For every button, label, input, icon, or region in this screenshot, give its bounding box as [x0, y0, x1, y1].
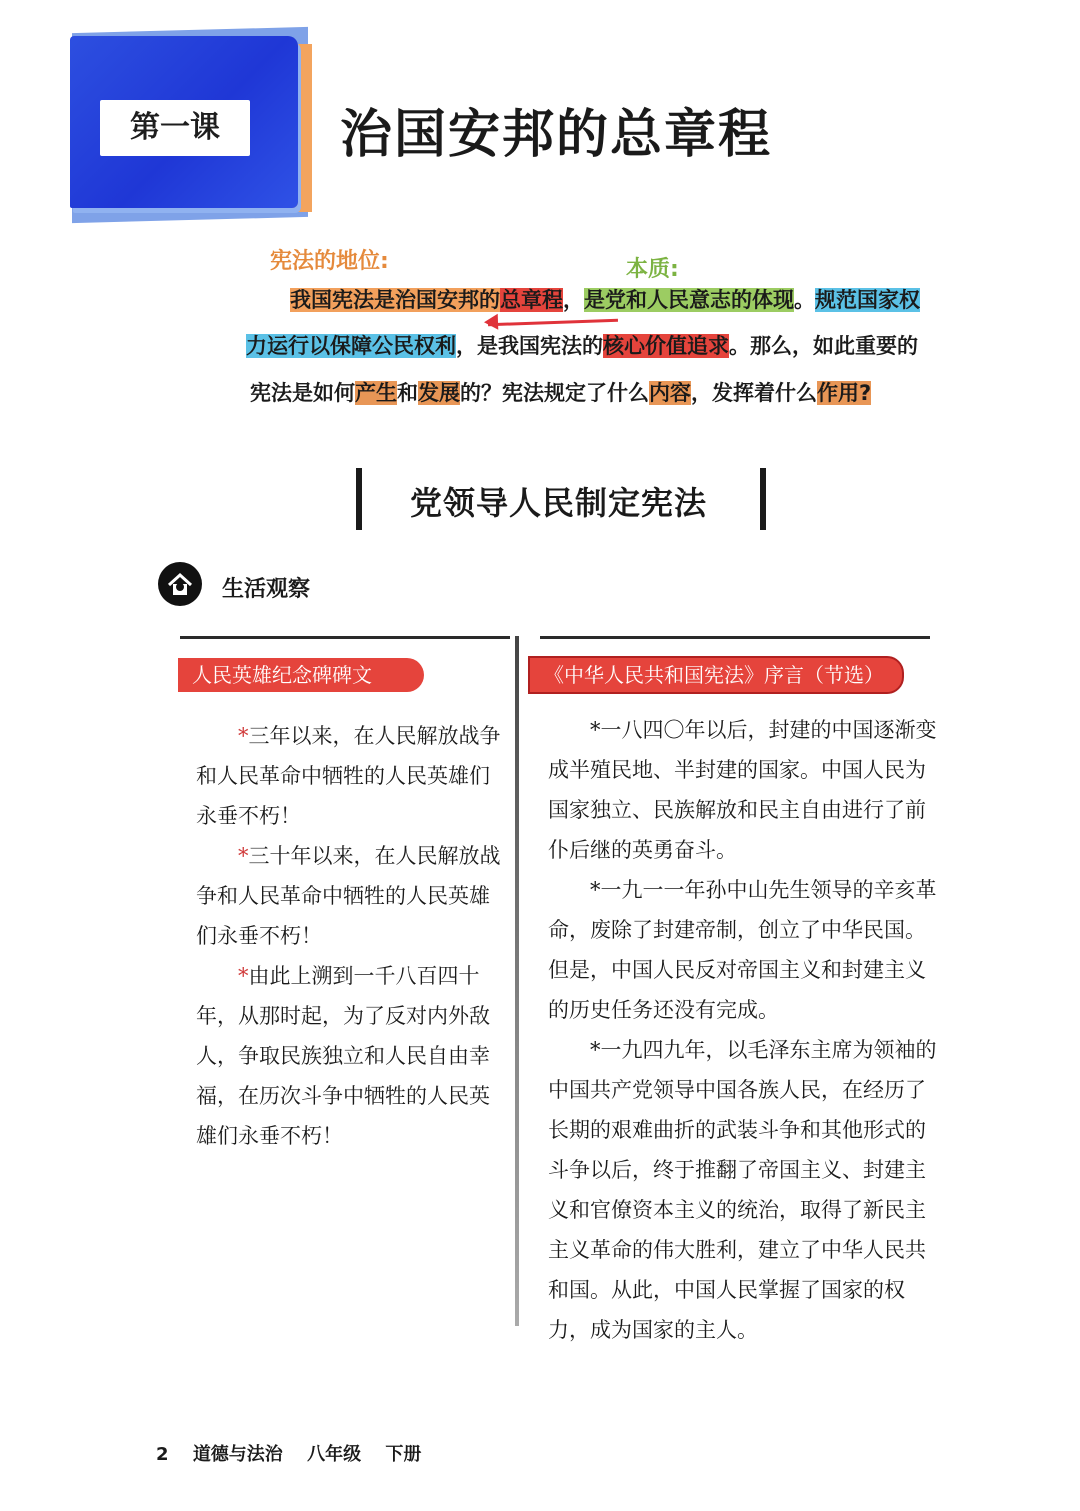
intro-text: 。	[794, 288, 815, 312]
section-title: 党领导人民制定宪法	[410, 484, 708, 522]
footer-volume: 下册	[385, 1444, 422, 1465]
observation-label: 生活观察	[222, 577, 311, 602]
right-paragraph-1	[548, 710, 944, 870]
left-paragraph-1-text: 三年以来，在人民解放战争和人民革命中牺牲的人民英雄们永垂不朽！	[196, 724, 501, 828]
intro-text: ，	[563, 288, 584, 312]
bullet-star-icon: *	[590, 878, 601, 902]
left-panel-body	[196, 716, 508, 1156]
intro-highlight-content: 内容	[649, 381, 691, 405]
house-magnifier-icon	[165, 569, 195, 599]
left-panel-top-rule	[180, 636, 510, 639]
right-paragraph-2-text: 一九一一年孙中山先生领导的辛亥革命，废除了封建帝制，创立了中华民国。但是，中国人民反对帝国主义和封建主义的历史任务还没有完成。	[548, 878, 937, 1022]
intro-highlight-status: 我国宪法是治国安邦的	[290, 288, 500, 312]
page-footer	[156, 1440, 439, 1466]
footer-grade: 八年级	[307, 1444, 362, 1465]
intro-highlight-core-value: 核心价值追求	[603, 334, 729, 358]
left-paragraph-1	[196, 716, 508, 836]
page-number: 2	[156, 1444, 169, 1465]
annotation-arrow-head-icon	[484, 314, 499, 330]
intro-highlight-function: 作用?	[817, 381, 872, 405]
intro-text: ，是我国宪法的	[456, 334, 603, 358]
bullet-star-icon: *	[238, 724, 249, 748]
intro-highlight-regulate: 规范国家权	[815, 288, 920, 312]
left-panel-tag: 人民英雄纪念碑碑文	[178, 658, 424, 692]
right-panel-tag: 《中华人民共和国宪法》序言（节选）	[528, 656, 904, 694]
section-bar-left	[356, 468, 362, 530]
observation-house-icon	[158, 562, 202, 606]
bullet-star-icon: *	[238, 844, 249, 868]
column-divider	[515, 636, 519, 1326]
bullet-star-icon: *	[590, 718, 601, 742]
left-paragraph-3	[196, 956, 508, 1156]
note-essence: 本质:	[626, 257, 679, 282]
lesson-title: 治国安邦的总章程	[340, 104, 773, 165]
intro-line-3	[250, 375, 871, 411]
left-paragraph-2-text: 三十年以来，在人民解放战争和人民革命中牺牲的人民英雄们永垂不朽！	[196, 844, 501, 948]
left-paragraph-3-text: 由此上溯到一千八百四十年，从那时起，为了反对内外敌人，争取民族独立和人民自由幸福，在历次斗争中牺牲的人民英雄们永垂不朽！	[196, 964, 490, 1148]
intro-text: 。那么，如此重要的	[729, 334, 918, 358]
left-paragraph-2	[196, 836, 508, 956]
intro-line-2	[246, 328, 918, 364]
right-paragraph-1-text: 一八四〇年以后，封建的中国逐渐变成半殖民地、半封建的国家。中国人民为国家独立、民族解放和民主自由进行了前仆后继的英勇奋斗。	[548, 718, 937, 862]
right-paragraph-3	[548, 1030, 944, 1350]
intro-text: 和	[397, 381, 418, 405]
chapter-label: 第一课	[100, 100, 250, 156]
intro-highlight-charter: 总章程	[500, 288, 563, 312]
bullet-star-icon: *	[590, 1038, 601, 1062]
right-paragraph-2	[548, 870, 944, 1030]
note-status: 宪法的地位:	[270, 249, 389, 274]
footer-subject: 道德与法治	[192, 1444, 283, 1465]
bullet-star-icon: *	[238, 964, 249, 988]
intro-highlight-produce: 产生	[355, 381, 397, 405]
section-bar-right	[760, 468, 766, 530]
right-panel-body	[548, 710, 944, 1350]
intro-highlight-rights: 力运行以保障公民权利	[246, 334, 456, 358]
intro-text: 的？宪法规定了什么	[460, 381, 649, 405]
right-paragraph-3-text: 一九四九年，以毛泽东主席为领袖的中国共产党领导中国各族人民，在经历了长期的艰难曲折的武装斗争和其他形式的斗争以后，终于推翻了帝国主义、封建主义和官僚资本主义的统治，取得了新民主主义革命的伟大胜利，建立了中华人民共和国。从此，中国人民掌握了国家的权力，成为国家的主人。	[548, 1038, 937, 1342]
intro-text: 宪法是如何	[250, 381, 355, 405]
intro-text: ，发挥着什么	[691, 381, 817, 405]
intro-highlight-essence: 是党和人民意志的体现	[584, 288, 794, 312]
right-panel-top-rule	[540, 636, 930, 639]
intro-line-1	[290, 282, 920, 318]
annotation-arrow-line	[488, 319, 618, 327]
intro-highlight-develop: 发展	[418, 381, 460, 405]
